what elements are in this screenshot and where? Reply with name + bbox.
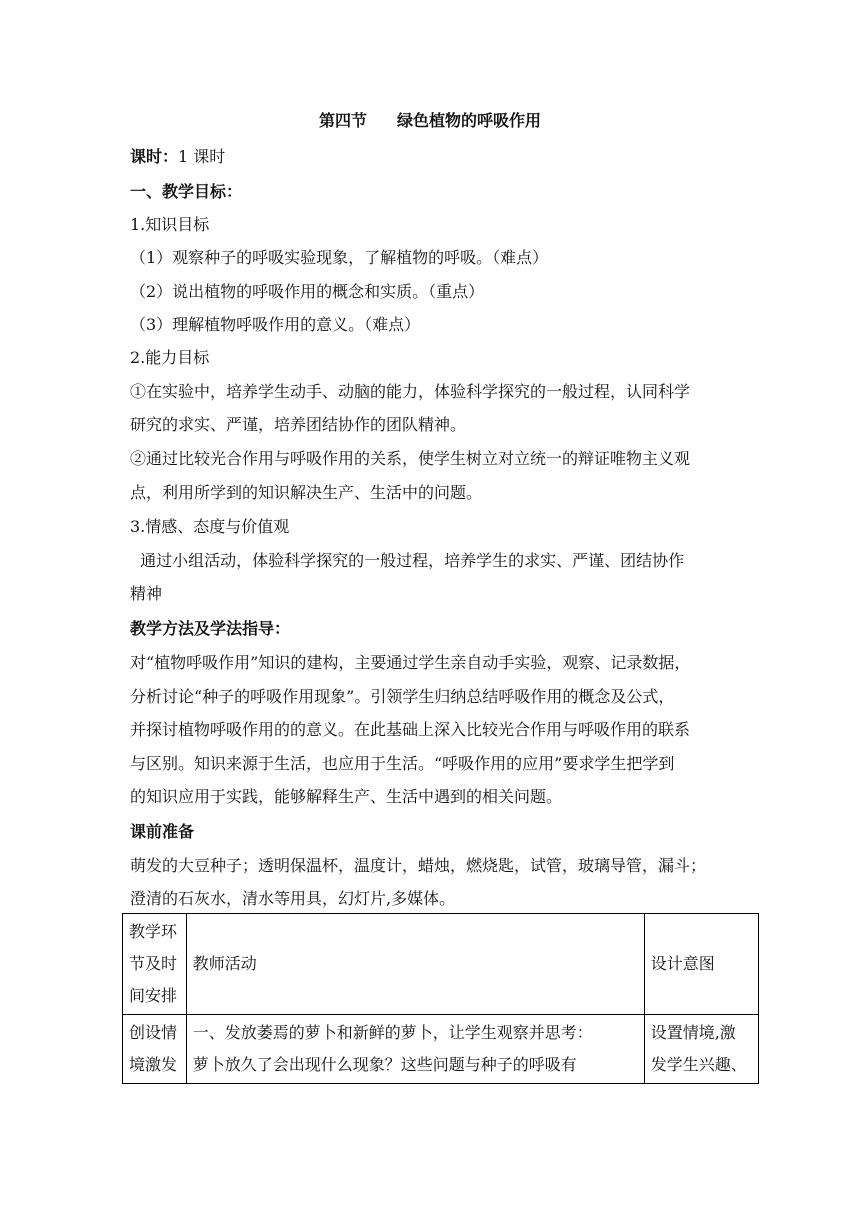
header-stage-line: 间安排 bbox=[129, 986, 178, 1005]
methods-line: 与区别。知识来源于生活，也应用于生活。“呼吸作用的应用”要求学生把学到 bbox=[130, 754, 675, 773]
preparation-heading: 课前准备 bbox=[130, 822, 195, 841]
header-stage-line: 节及时 bbox=[129, 954, 178, 973]
knowledge-heading: 1.知识目标 bbox=[130, 215, 210, 234]
knowledge-item: （3）理解植物呼吸作用的意义。（难点） bbox=[130, 315, 421, 334]
ability-line: 研究的求实、严谨，培养团结协作的团队精神。 bbox=[130, 415, 467, 434]
header-intent-label: 设计意图 bbox=[650, 954, 715, 973]
methods-line: 的知识应用于实践，能够解释生产、生活中遇到的相关问题。 bbox=[130, 787, 563, 806]
title-name: 绿色植物的呼吸作用 bbox=[397, 111, 542, 130]
stage-cell bbox=[123, 1015, 187, 1084]
knowledge-item: （2）说出植物的呼吸作用的概念和实质。（重点） bbox=[130, 282, 485, 301]
document-title bbox=[0, 110, 860, 132]
emotion-line: 精神 bbox=[130, 584, 163, 603]
ability-heading: 2.能力目标 bbox=[130, 348, 210, 367]
header-stage-line: 教学环 bbox=[129, 922, 178, 941]
class-hours-label: 课时： bbox=[130, 147, 179, 166]
objectives-heading: 一、教学目标： bbox=[130, 182, 243, 201]
emotion-line: 通过小组活动，体验科学探究的一般过程，培养学生的求实、严谨、团结协作 bbox=[130, 551, 685, 570]
stage-line: 创设情 bbox=[129, 1023, 178, 1042]
class-hours-value: 1 课时 bbox=[178, 147, 226, 166]
methods-line: 对“植物呼吸作用”知识的建构，主要通过学生亲自动手实验，观察、记录数据， bbox=[130, 653, 691, 672]
preparation-line: 萌发的大豆种子；透明保温杯，温度计，蜡烛，燃烧匙，试管，玻璃导管，漏斗； bbox=[130, 856, 707, 875]
ability-line: ①在实验中，培养学生动手、动脑的能力，体验科学探究的一般过程，认同科学 bbox=[130, 382, 691, 401]
table-header-row bbox=[123, 914, 759, 1015]
emotion-heading: 3.情感、态度与价值观 bbox=[130, 517, 290, 536]
ability-line: ②通过比较光合作用与呼吸作用的关系，使学生树立对立统一的辩证唯物主义观 bbox=[130, 449, 691, 468]
preparation-line: 澄清的石灰水，清水等用具，幻灯片,多媒体。 bbox=[130, 889, 456, 908]
ability-line: 点，利用所学到的知识解决生产、生活中的问题。 bbox=[130, 483, 483, 502]
class-hours-line bbox=[130, 146, 225, 168]
title-section: 第四节 bbox=[318, 111, 367, 130]
intent-cell bbox=[644, 1015, 758, 1084]
header-intent-cell bbox=[644, 914, 758, 1015]
header-teacher-label: 教师活动 bbox=[192, 954, 257, 973]
header-teacher-cell bbox=[186, 914, 644, 1015]
teacher-activity-line: 一、发放萎焉的萝卜和新鲜的萝卜，让学生观察并思考： bbox=[192, 1023, 593, 1042]
header-stage-cell bbox=[123, 914, 187, 1015]
knowledge-item: （1）观察种子的呼吸实验现象，了解植物的呼吸。（难点） bbox=[130, 248, 549, 267]
stage-line: 境激发 bbox=[129, 1055, 178, 1074]
teacher-activity-line: 萝卜放久了会出现什么现象？这些问题与种子的呼吸有 bbox=[192, 1055, 577, 1074]
methods-line: 分析讨论“种子的呼吸作用现象”。引领学生归纳总结呼吸作用的概念及公式， bbox=[130, 687, 675, 706]
lesson-plan-table bbox=[122, 913, 759, 1084]
methods-line: 并探讨植物呼吸作用的的意义。在此基础上深入比较光合作用与呼吸作用的联系 bbox=[130, 720, 691, 739]
table-row bbox=[123, 1015, 759, 1084]
methods-heading: 教学方法及学法指导： bbox=[130, 619, 291, 638]
teacher-activity-cell bbox=[186, 1015, 644, 1084]
intent-line: 设置情境,激 bbox=[650, 1023, 736, 1042]
intent-line: 发学生兴趣、 bbox=[650, 1055, 747, 1074]
